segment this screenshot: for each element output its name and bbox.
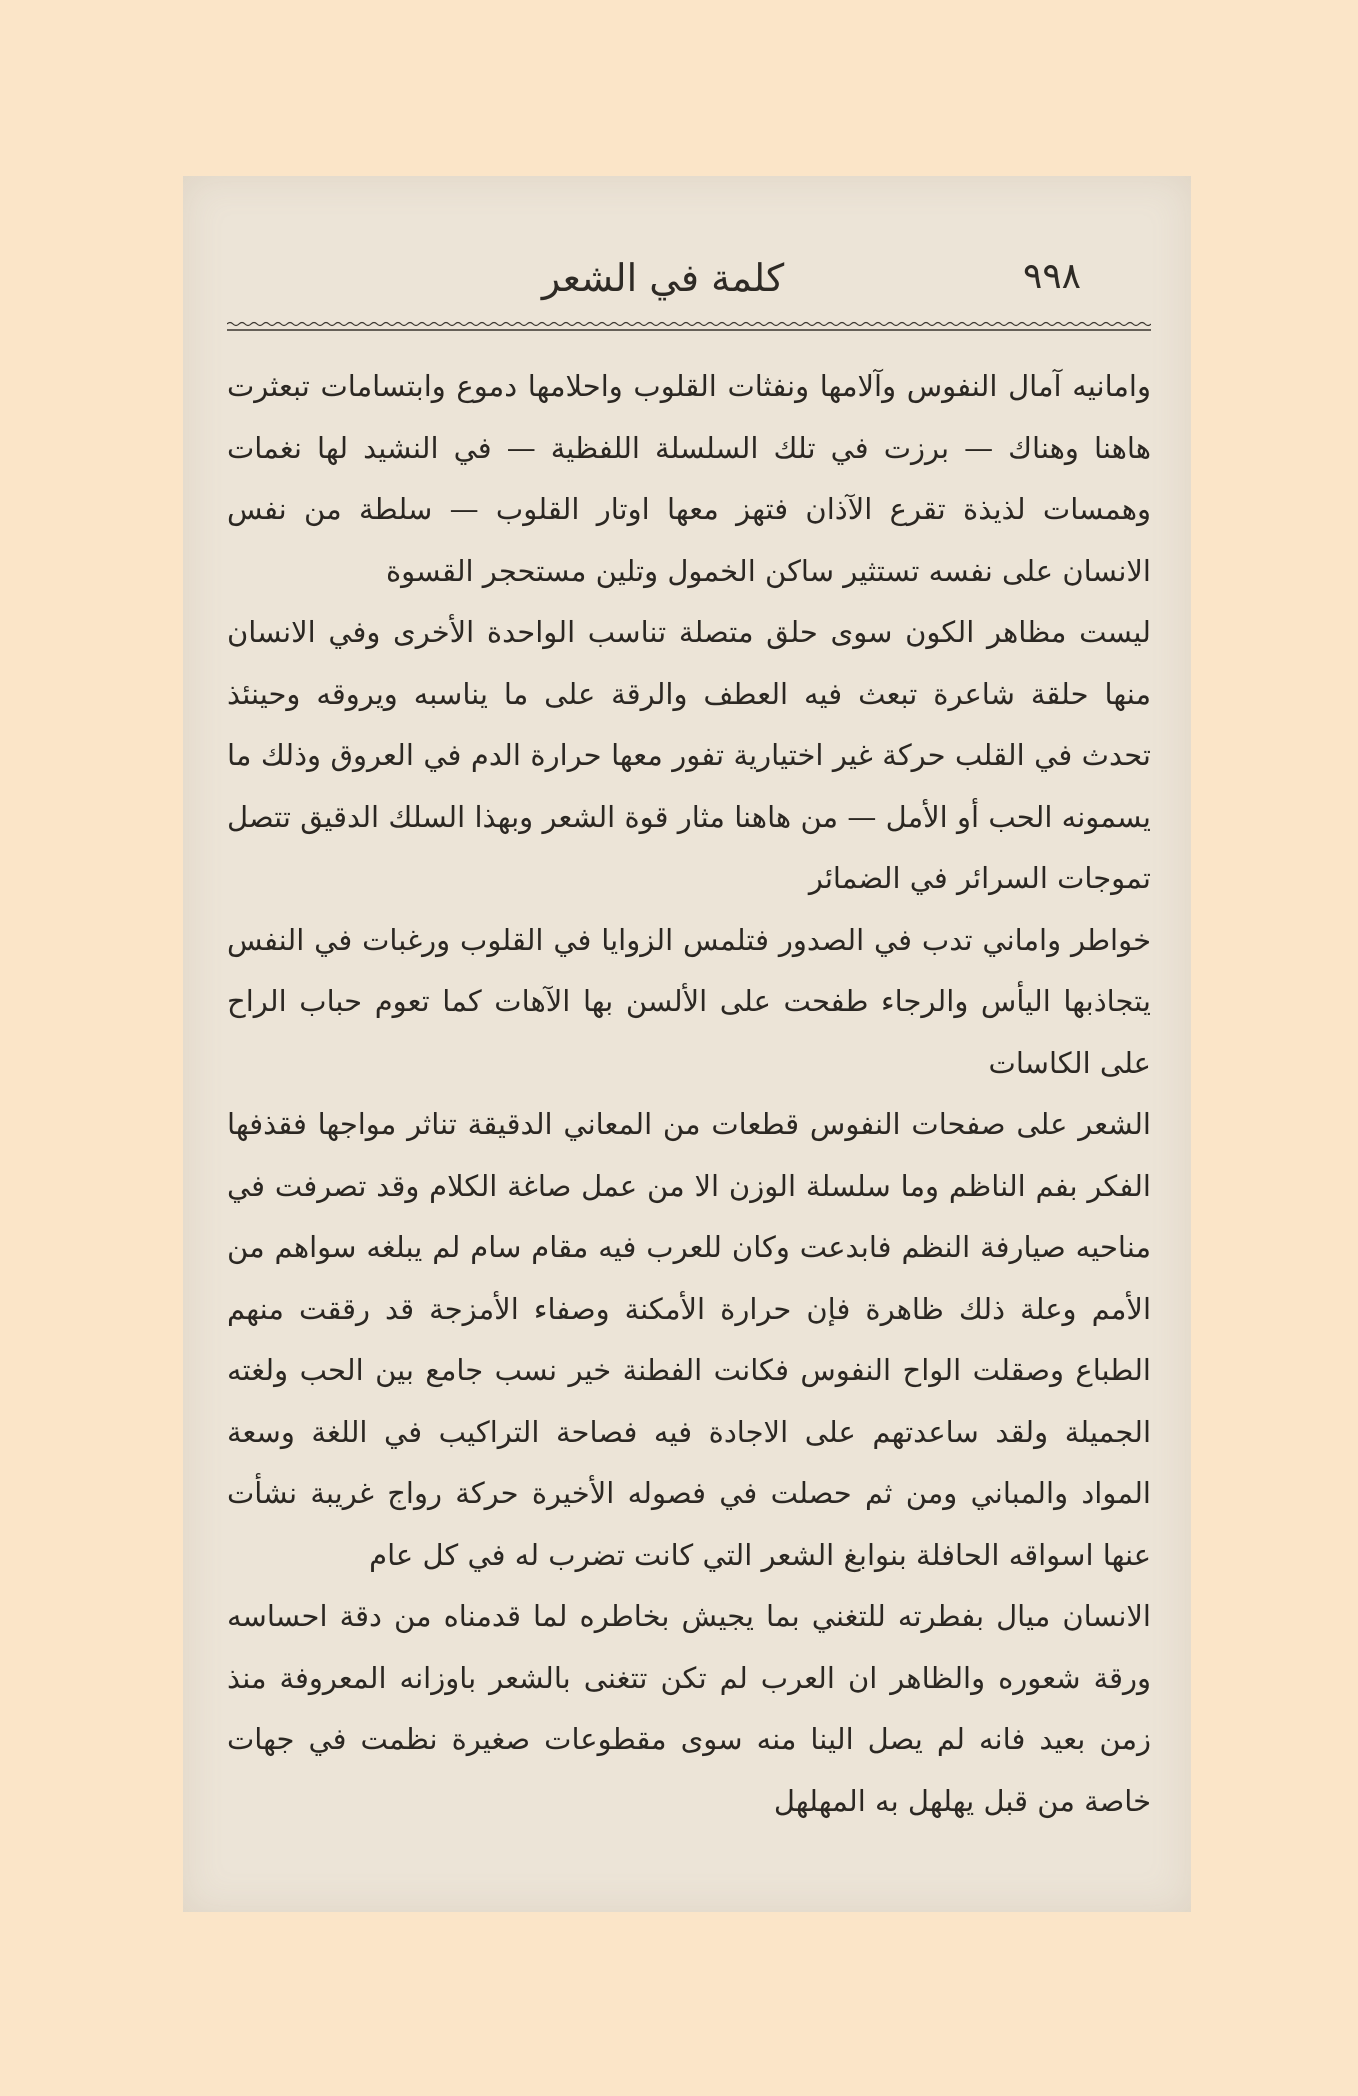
paragraph: خواطر واماني تدب في الصدور فتلمس الزوايا في القلوب ورغبات في النفس يتجاذبها اليأس والرجاء طفحت على الألسن بها الآهات كما تعوم حباب الراح على الكاسات [227, 922, 1151, 1080]
paragraph: الشعر على صفحات النفوس قطعات من المعاني الدقيقة تناثر مواجها فقذفها الفكر بفم الناظم وما سلسلة الوزن الا من عمل صاغة الكلام وقد تصرفت في مناحيه صيارفة النظم فابدعت وكان للعرب فيه مقام سام لم يبلغه سواهم من الأمم وعلة ذلك ظاهرة فإن حرارة الأمكنة وصفاء الأمزجة قد رققت منهم الطباع وصقلت الواح النفوس فكانت الفطنة خير نسب جامع بين الحب ولغته الجميلة ولقد ساعدتهم على الاجادة فيه فصاحة التراكيب في اللغة وسعة المواد والمباني ومن ثم حصلت في فصوله الأخيرة حركة رواج غريبة نشأت عنها اسواقه الحافلة بنوابغ الشعر التي كانت تضرب له في كل عام [227, 1107, 1151, 1572]
header-wavy-rule [227, 320, 1151, 334]
page-header [183, 256, 1191, 316]
body-text [227, 356, 1151, 1832]
paragraph: وامانيه آمال النفوس وآلامها ونفثات القلوب واحلامها دموع وابتسامات تبعثرت هاهنا وهناك — برزت في تلك السلسلة اللفظية — في النشيد لها نغمات وهمسات لذيذة تقرع الآذان فتهز معها اوتار القلوب — سلطة من نفس الانسان على نفسه تستثير ساكن الخمول وتلين مستحجر القسوة [227, 369, 1151, 588]
page-number: ٩٩٨ [1023, 256, 1082, 297]
running-title: كلمة في الشعر [541, 256, 785, 300]
paragraph: الانسان ميال بفطرته للتغني بما يجيش بخاطره لما قدمناه من دقة احساسه ورقة شعوره والظاهر ان العرب لم تكن تتغنى بالشعر باوزانه المعروفة منذ زمن بعيد فانه لم يصل الينا منه سوى مقطوعات صغيرة نظمت في جهات خاصة من قبل يهلهل به المهلهل [227, 1599, 1151, 1818]
paragraph: ليست مظاهر الكون سوى حلق متصلة تناسب الواحدة الأخرى وفي الانسان منها حلقة شاعرة تبعث فيه العطف والرقة على ما يناسبه ويروقه وحينئذ تحدث في القلب حركة غير اختيارية تفور معها حرارة الدم في العروق وذلك ما يسمونه الحب أو الأمل — من هاهنا مثار قوة الشعر وبهذا السلك الدقيق تتصل تموجات السرائر في الضمائر [227, 615, 1151, 895]
book-page [183, 176, 1191, 1912]
